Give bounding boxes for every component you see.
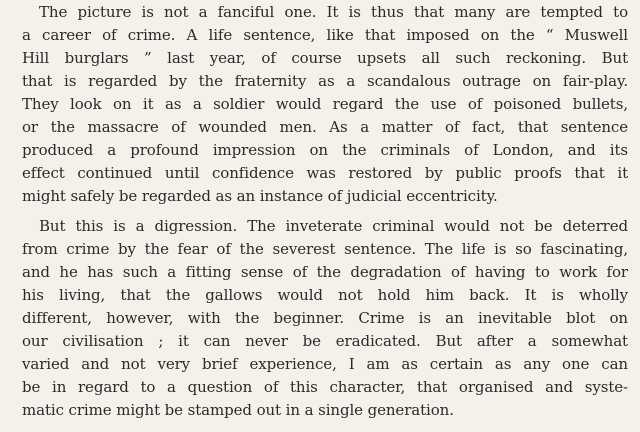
text-line: might safely be regarded as an instance of judicial eccentricity. [22,187,498,205]
text-line: Hill burglars ” last year, of course upsets all such reckoning. But [22,49,628,67]
text-line: The picture is not a fanciful one. It is thus that many are tempted to [39,3,628,21]
text-line: that is regarded by the fraternity as a scandalous outrage on fair-play. [22,72,628,90]
text-line: produced a profound impression on the criminals of London, and its [22,141,628,159]
text-line: varied and not very brief experience, I am as certain as any one can [22,355,628,373]
text-line: and he has such a fitting sense of the degradation of having to work for [22,263,628,281]
text-line: be in regard to a question of this character, that organised and syste- [22,378,628,396]
text-line: from crime by the fear of the severest sentence. The life is so fascinating, [22,240,628,258]
text-line: But this is a digression. The inveterate criminal would not be deterred [39,217,628,235]
text-line: our civilisation ; it can never be eradicated. But after a somewhat [22,332,628,350]
text-line: or the massacre of wounded men. As a matter of fact, that sentence [22,118,628,136]
text-line: his living, that the gallows would not hold him back. It is wholly [22,286,628,304]
text-line: different, however, with the beginner. Crime is an inevitable blot on [22,309,628,327]
text-line: matic crime might be stamped out in a single generation. [22,401,454,419]
text-line: They look on it as a soldier would regard the use of poisoned bullets, [22,95,628,113]
text-line: a career of crime. A life sentence, like that imposed on the “ Muswell [22,26,628,44]
text-line: effect continued until confidence was restored by public proofs that it [22,164,628,182]
